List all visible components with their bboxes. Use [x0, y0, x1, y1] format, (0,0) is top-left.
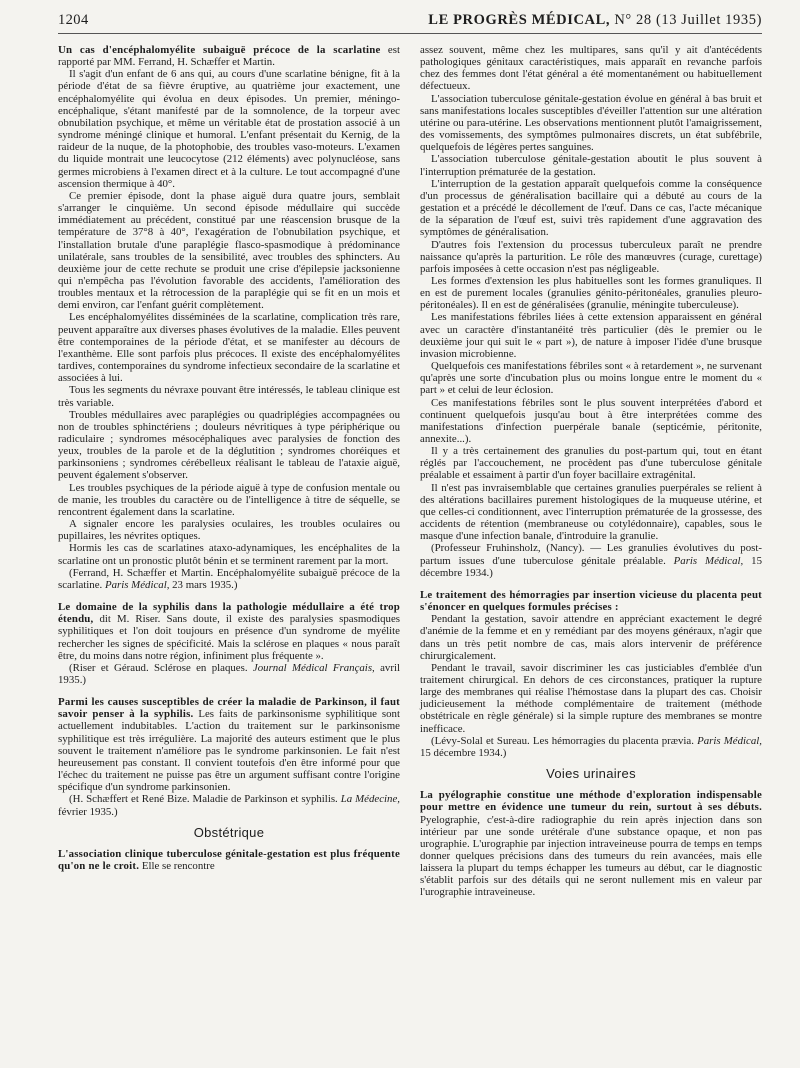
paragraph: Il n'est pas invraisemblable que certaines granulies puerpérales se relient à des altérations bacillaires purement histologiques de la muqueuse utérine, et que celles-ci conditionnent, avec l'interruption prématurée de la grossesse, des accidents de rétention (membraneuse ou cotylédonnaire), capables, sous le masque d'une infection banale, d'introduire la granulie. — [420, 481, 762, 543]
section-heading-obstetrique: Obstétrique — [193, 824, 265, 840]
two-column-body — [58, 44, 762, 899]
paragraph: Il s'agit d'un enfant de 6 ans qui, au cours d'une scarlatine bénigne, fit à la période d'état de sa fièvre éruptive, au quatrième jour exactement, une encéphalomyélite qui évolua en deux épisodes. Un premier, méningo-encéphalique, s'étant manifesté par de la somnolence, de la torpeur avec obnubilation psychique, et même un véritable état de prostation associé à un syndrome méningé clinique et humoral. L'enfant présentait du Kernig, de la raideur de la nuque, de la photophobie, des troubles vaso-moteurs. L'examen du liquide montrait une leucocytose (212 éléments) avec polynucléose, sans germes microbiens à l'examen direct et à la culture. Le tout accompagné d'une ascension thermique à 40°. — [58, 68, 400, 190]
reference: (H. Schæffert et René Bize. Maladie de Parkinson et syphilis. La Médecine, février 1935.) — [58, 793, 400, 818]
article-lead: Un cas d'encéphalomyélite subaiguë précoce de la scarlatine — [58, 44, 381, 56]
reference: (Professeur Fruhinsholz, (Nancy). — Les granulies évolutives du post-partum issues d'une tuberculose génitale préalable. Paris Médical, 15 décembre 1934.) — [420, 542, 762, 579]
article-pyelographie: La pyélographie constitue une méthode d'exploration indispensable pour mettre en évidence une tumeur du rein, surtout à ses débuts. Pyelographie, c'est-à-dire radiographie du rein après injection dans son intérieur par une sonde urétérale d'une substance opaque, et non pas urographie. L'urographie par injection intraveineuse pourra de temps en temps donner quelques précisions dans des tumeurs du rein avancées, mais elle laissera la plupart du temps échapper les tumeurs au début, car le diagnostic s'établit parfois sur des détails qui ne seront nullement mis en valeur par l'urographie intraveineuse. — [420, 789, 762, 899]
article-lead: Le domaine de la syphilis dans la pathologie médullaire a été trop étendu, — [58, 601, 400, 626]
paragraph: Les encéphalomyélites disséminées de la scarlatine, complication très rare, peuvent apparaître aux diverses phases évolutives de la maladie. Elles peuvent être contemporaines de la période d'état, et se manifester au décours de l'exanthème. Elle sont parfois plus précoces. Il existe des encéphalomyélites tardives, contemporaines du syndrome infectieux secondaire de la scarlatine et associées à lui. — [58, 311, 400, 385]
article-lead: Parmi les causes susceptibles de créer la maladie de Parkinson, il faut savoir penser à la syphilis. — [58, 696, 400, 721]
issue-info: N° 28 (13 Juillet 1935) — [614, 12, 762, 28]
paragraph: D'autres fois l'extension du processus tuberculeux paraît ne prendre naissance qu'après la parturition. Le rôle des manœuvres (curage, curettage) parfois imposées à cette occasion n'est pas négligeable. — [420, 238, 762, 275]
reference: (Lévy-Solal et Sureau. Les hémorragies du placenta prævia. Paris Médical, 15 décembre 1934.) — [420, 734, 762, 759]
paragraph: Ces manifestations fébriles sont le plus souvent interprétées d'abord et continuent quelquefois jusqu'au bout à être interprétées comme des manifestations d'infection puerpérale banale (septicémie, péritonite, annexite...). — [420, 396, 762, 445]
paragraph: Pendant la gestation, savoir attendre en appréciant exactement le degré d'anémie de la femme et en y remédiant par des moyens généraux, n'agir que dans un très petit nombre de cas, mais alors intervenir de préférence chirurgicalement. — [420, 613, 762, 662]
page-number: 1204 — [58, 12, 89, 28]
paragraph: Hormis les cas de scarlatines ataxo-adynamiques, les encéphalites de la scarlatine ont un pronostic plutôt bénin et se terminent rarement par la mort. — [58, 542, 400, 567]
article-tuberculose-gestation-continued — [420, 44, 762, 579]
left-column — [58, 44, 400, 899]
paragraph: A signaler encore les paralysies oculaires, les troubles oculaires ou pupillaires, les névrites optiques. — [58, 518, 400, 543]
paragraph: Tous les segments du névraxe pouvant être intéressés, le tableau clinique est très variable. — [58, 384, 400, 409]
paragraph: Quelquefois ces manifestations fébriles sont « à retardement », ne survenant qu'après une sorte d'incubation plus ou moins longue entre le moment du « part » et celui de leur éclosion. — [420, 360, 762, 397]
paragraph: Pendant le travail, savoir discriminer les cas justiciables d'emblée d'un traitement chirurgical. En dehors de ces circonstances, pratiquer la rupture large des membranes qui réalise l'hémostase dans la plupart des cas. Choisir judicieusement la méthode complémentaire de traitement (méthode obstétricale en règle générale) si la simple rupture des membranes se montre inefficace. — [420, 661, 762, 735]
paragraph: L'interruption de la gestation apparaît quelquefois comme la conséquence d'un processus de généralisation bacillaire qui a débuté au cours de la gestation et a précédé le décollement de l'œuf. Dans ce cas, l'acte mécanique de la séparation de l'œuf est, suivi très rapidement d'une aggravation des symptômes de généralisation. — [420, 177, 762, 239]
reference: (Ferrand, H. Schæffer et Martin. Encéphalomyélite subaiguë précoce de la scarlatine. Paris Médical, 23 mars 1935.) — [58, 566, 400, 591]
section-heading-voies-urinaires: Voies urinaires — [546, 766, 636, 782]
paragraph: L'association tuberculose génitale-gestation évolue en général à bas bruit et sans manifestations locales susceptibles d'éveiller l'attention sur une altération utérine ou para-utérine. Les observations mentionnent plutôt l'amaigrissement, des vomissements, des symptômes pulmonaires discrets, un état subfébrile, quelquefois de légères pertes sanguines. — [420, 92, 762, 154]
paragraph: L'association tuberculose génitale-gestation aboutit le plus souvent à l'interruption prématurée de la gestation. — [420, 153, 762, 178]
article-tuberculose-gestation: L'association clinique tuberculose génitale-gestation est plus fréquente qu'on ne le croit. Elle se rencontre — [58, 847, 400, 872]
article-hemorragies-placenta — [420, 589, 762, 759]
article-parkinson-syphilis: Parmi les causes susceptibles de créer la maladie de Parkinson, il faut savoir penser à la syphilis. Les faits de parkinsonisme syphilitique sont actuellement indubitables. L'action du traitement sur le parkinsonisme syphilitique est très irrégulière. La majorité des auteurs estiment que le plus souvent le traitement n'améliore pas le syndrome parkinsonien. Le fait n'est heureusement pas constant. Il convient toutefois d'en être informé pour que l'échec du traitement ne puisse pas être un argument suffisant contre l'origine spécifique d'un syndrome parkinsonien. (H. Schæffert et René Bize. Maladie de Parkinson et syphilis. La Médecine, février 1935.) — [58, 696, 400, 818]
article-syphilis-medullaire: Le domaine de la syphilis dans la pathologie médullaire a été trop étendu, dit M. Riser. Sans doute, il existe des paralysies spasmodiques syphilitiques et l'on doit toujours en présence d'un syndrome de myélite rechercher les signes de spécificité. Mais la sclérose en plaques « nous paraît être, du moins dans notre région, infiniment plus fréquente ». (Riser et Géraud. Sclérose en plaques. Journal Médical Français, avril 1935.) — [58, 601, 400, 686]
running-head — [58, 12, 762, 34]
paragraph: Les formes d'extension les plus habituelles sont les formes granuliques. Il en est de purement locales (granulies génito-péritonéales, granulies pleuro-péritonéales). Il en est de généralisées (granulie, méningite tuberculeuse). — [420, 274, 762, 312]
journal-title: LE PROGRÈS MÉDICAL, N° 28 (13 Juillet 1935) — [428, 12, 762, 28]
article-encephalomyelite: Un cas d'encéphalomyélite subaiguë précoce de la scarlatine est rapporté par MM. Ferrand, H. Schæffer et Martin. Il s'agit d'un enfant de 6 ans qui, au cours d'une scarlatine bénigne, fit à la période d'état de sa fièvre éruptive, au quatrième jour exactement, une encéphalomyélite qui évolua en deux épisodes. Un premier, méningo-encéphalique, s'étant manifesté par de la somnolence, de la torpeur avec obnubilation psychique, et même un véritable état de prostation associé à un syndrome méningé clinique et humoral. L'enfant présentait du Kernig, de la raideur de la nuque, de la photophobie, des troubles vaso-moteurs. L'examen du liquide montrait une leucocytose (212 éléments) avec polynucléose, sans germes microbiens à l'examen direct et à la culture. Le tout accompagné d'une ascension thermique à 40°. Ce premier épisode, dont la phase aiguë dura quatre jours, semblait s'arranger le cinquième. Un second épisode médullaire qui succède immédiatement au précédent, constitué par une réascension brusque de la température de 37°8 à 40°, l'exagération de l'obnubilation psychique, et l'installation brutale d'une paraplégie flasco-spasmodique à prédominance unilatérale, sans troubles de la sensibilité, avec troubles des sphincters. Au deuxième jour de cette rechute se produit une crise d'épilepsie jacksonienne qui n'empêcha pas l'évolution favorable des accidents, l'amélioration des troubles mentaux et la rétrocession de la paraplégie qui se fit en un mois et demi environ, car l'enfant guérit complètement. Les encéphalomyélites disséminées de la scarlatine, complication très rare, peuvent apparaître aux diverses phases évolutives de la maladie. Elles peuvent être contemporaines de la période d'état, et se manifester au décours de l'exanthème. Elle sont parfois plus précoces. Il existe des encéphalomyélites tardives, contemporaines du syndrome infectieux secondaire de la scarlatine et associées à lui. Tous les segments du névraxe pouvant être intéressés, le tableau clinique est très variable. Troubles médullaires avec paraplégies ou quadriplégies accompagnées ou non de troubles sphinctériens ; douleurs névritiques à type périphérique ou radiculaire ; syndromes mésocéphaliques avec paralysies de fonction des yeux, troubles de la parole et de la déglutition ; syndromes choréiques et parkinsoniens ; syndromes cérébelleux réalisant le tableau de l'ataxie aiguë, peuvent également s'observer. Les troubles psychiques de la période aiguë à type de confusion mentale ou de manie, les troubles du caractère ou de l'intelligence à titre de séquelle, se rencontrent également dans la scarlatine. A signaler encore les paralysies oculaires, les troubles oculaires ou pupillaires, les névrites optiques. Hormis les cas de scarlatines ataxo-adynamiques, les encéphalites de la scarlatine ont un pronostic plutôt bénin et se terminent rarement par la mort. (Ferrand, H. Schæffer et Martin. Encéphalomyélite subaiguë précoce de la scarlatine. Paris Médical, 23 mars 1935.) — [58, 44, 400, 591]
article-lead: Le traitement des hémorragies par insertion vicieuse du placenta peut s'énoncer en quelques formules précises : — [420, 588, 762, 614]
paragraph: Ce premier épisode, dont la phase aiguë dura quatre jours, semblait s'arranger le cinquième. Un second épisode médullaire qui succède immédiatement au précédent, constitué par une réascension brusque de la température de 37°8 à 40°, l'exagération de l'obnubilation psychique, et l'installation brutale d'une paraplégie flasco-spasmodique à prédominance unilatérale, sans troubles de la sensibilité, avec troubles des sphincters. Au deuxième jour de cette rechute se produit une crise d'épilepsie jacksonienne qui n'empêcha pas l'évolution favorable des accidents, l'amélioration des troubles mentaux et la rétrocession de la paraplégie qui se fit en un mois et demi environ, car l'enfant guérit complètement. — [58, 189, 400, 312]
paragraph: Troubles médullaires avec paraplégies ou quadriplégies accompagnées ou non de troubles sphinctériens ; douleurs névritiques à type périphérique ou radiculaire ; syndromes mésocéphaliques avec paralysies de fonction des yeux, troubles de la parole et de la déglutition ; syndromes choréiques et parkinsoniens ; syndromes cérébelleux réalisant le tableau de l'ataxie aiguë, peuvent également s'observer. — [58, 408, 400, 482]
paragraph: assez souvent, même chez les multipares, sans qu'il y ait d'antécédents pathologiques génitaux caractéristiques, mais apparaît en revanche parfois chez des femmes dont l'état général a été momentanément ou habituellement défectueux. — [420, 44, 762, 93]
article-lead: La pyélographie constitue une méthode d'exploration indispensable pour mettre en évidence une tumeur du rein, surtout à ses débuts. — [420, 789, 762, 814]
reference: (Riser et Géraud. Sclérose en plaques. Journal Médical Français, avril 1935.) — [58, 661, 400, 686]
paragraph: Les troubles psychiques de la période aiguë à type de confusion mentale ou de manie, les troubles du caractère ou de l'intelligence à titre de séquelle, se rencontrent également dans la scarlatine. — [58, 481, 400, 518]
article-lead: L'association clinique tuberculose génitale-gestation est plus fréquente qu'on ne le croit. — [58, 847, 400, 872]
paragraph: Les manifestations fébriles liées à cette extension apparaissent en général avec un caractère d'instantanéité très particulier (dès le premier ou le deuxième jour qui suit le « part »), de nature à imposer l'idée d'une brusque invasion microbienne. — [420, 311, 762, 360]
paragraph: Il y a très certainement des granulies du post-partum qui, tout en étant réglés par l'accouchement, ne procèdent pas d'une tuberculose génitale préalable et essaiment à partir d'un foyer bacillaire extragénital. — [420, 445, 762, 482]
right-column — [420, 44, 762, 899]
